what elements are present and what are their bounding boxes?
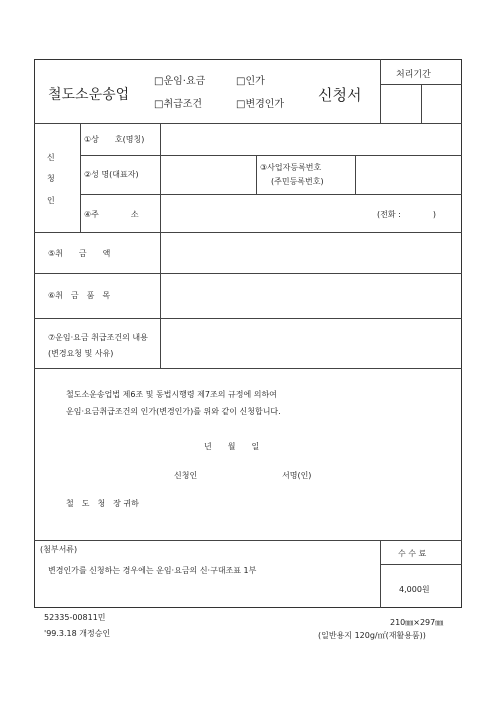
fee-label: 수 수 료 [398, 549, 427, 558]
divider [34, 368, 462, 369]
paper-type: (일반용지 120g/㎡(재활용품)) [318, 631, 426, 640]
applicant-section-char: 신 [47, 153, 55, 162]
divider [256, 155, 257, 194]
divider [34, 273, 462, 274]
paper-size: 210㎜×297㎜ [390, 618, 444, 627]
trade-name-label: ①상 호(명칭) [84, 135, 145, 144]
items-label: ⑥취 금 품 목 [48, 291, 111, 300]
signature-label: 서명(인) [282, 471, 312, 480]
address-label: ④주 소 [84, 210, 139, 219]
phone-label: (전화 : ) [377, 210, 436, 219]
divider [80, 123, 81, 232]
checkbox-approval[interactable]: □인가 [236, 76, 265, 87]
approval-note: '99.3.18 개정승인 [44, 629, 111, 638]
reg-number-label: ③사업자등록번호 [260, 163, 322, 172]
representative-label: ②성 명(대표자) [84, 170, 139, 179]
content-sub-label: (변경요청 및 사유) [48, 349, 114, 358]
attachments-label: (첨부서류) [40, 545, 78, 554]
divider [34, 318, 462, 319]
attachments-text: 변경인가를 신청하는 경우에는 운임·요금의 신·구대조표 1부 [48, 566, 257, 575]
checkbox-change-approval[interactable]: □변경인가 [236, 99, 285, 110]
divider [380, 564, 462, 565]
resident-number-label: (주민등록번호) [271, 177, 324, 186]
amount-label: ⑤취 금 액 [48, 249, 111, 258]
content-label: ⑦운임·요금 취급조건의 내용 [48, 333, 148, 342]
date-line: 년 월 일 [204, 442, 260, 451]
doc-type: 신청서 [318, 86, 362, 104]
divider [80, 194, 462, 195]
addressee: 철 도 청 장 귀하 [66, 499, 139, 508]
divider [34, 123, 462, 124]
divider [80, 155, 462, 156]
divider [421, 84, 422, 123]
processing-period-label: 처리기간 [396, 70, 431, 80]
divider [355, 155, 356, 194]
form-title: 철도소운송업 [48, 87, 130, 103]
applicant-section-char: 인 [47, 196, 55, 205]
statement-line2: 운임·요금취급조건의 인가(변경인가)를 위와 같이 신청합니다. [66, 407, 281, 416]
divider [380, 540, 381, 608]
checkbox-fare[interactable]: □운임·요금 [154, 76, 206, 87]
fee-value: 4,000원 [399, 585, 430, 594]
divider [380, 59, 381, 123]
applicant-section-char: 청 [47, 174, 55, 183]
checkbox-handling[interactable]: □취급조건 [154, 99, 203, 110]
applicant-sign-label: 신청인 [174, 471, 198, 480]
divider [34, 232, 462, 233]
statement-line1: 철도소운송업법 제6조 및 동법시행령 제7조의 규정에 의하여 [66, 390, 277, 399]
divider [160, 123, 161, 368]
form-code: 52335-00811민 [44, 613, 106, 622]
divider [34, 540, 462, 541]
